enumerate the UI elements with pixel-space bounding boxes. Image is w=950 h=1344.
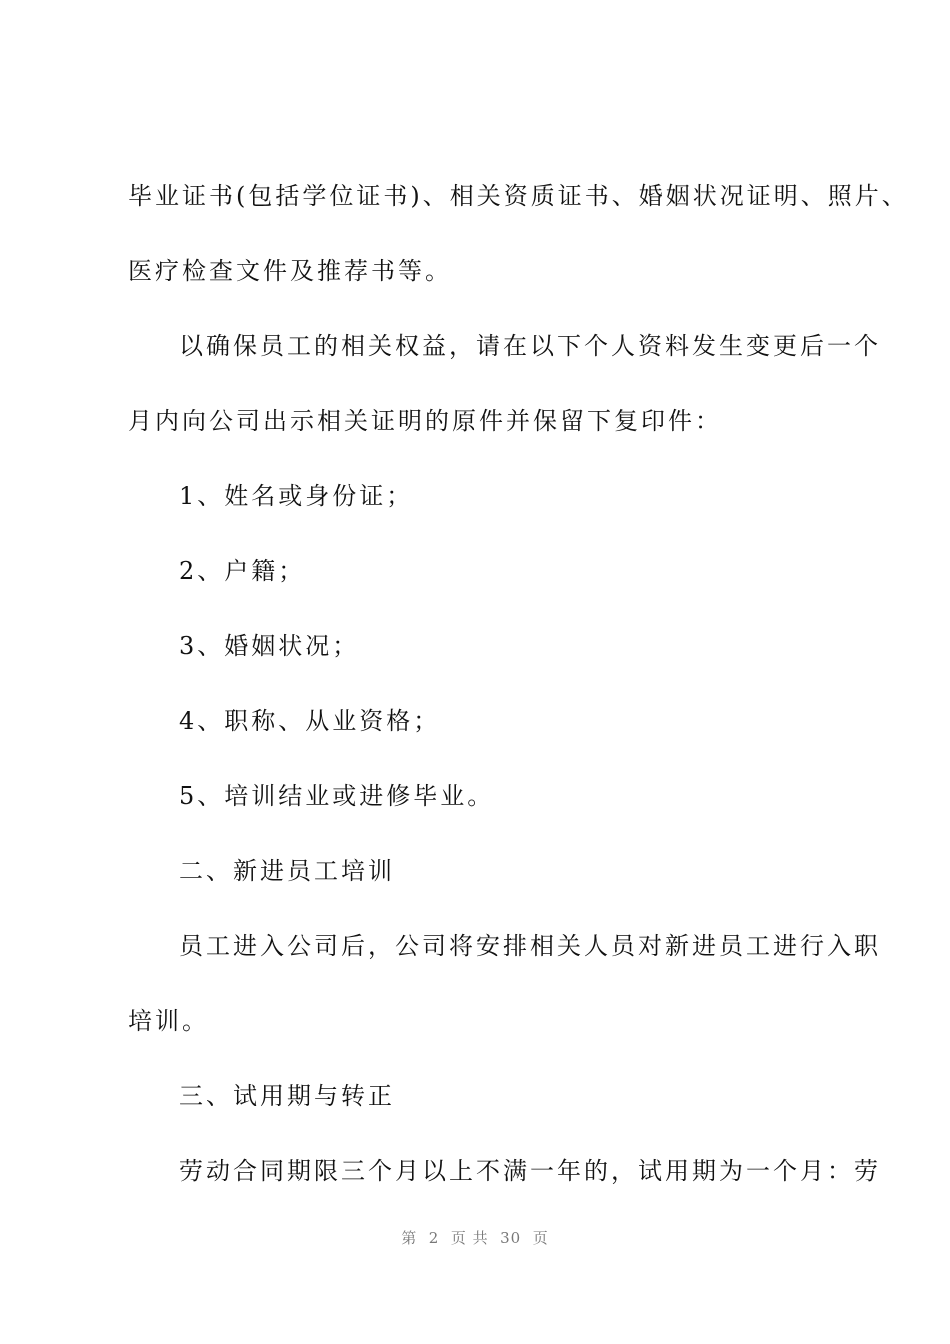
list-item-name-id: 1、姓名或身份证； bbox=[179, 482, 414, 510]
text-line-training-continued: 培训。 bbox=[128, 1007, 209, 1035]
section-heading-new-employee-training: 二、新进员工培训 bbox=[179, 857, 395, 885]
list-item-marital-status: 3、婚姻状况； bbox=[179, 632, 360, 660]
list-item-training-completion: 5、培训结业或进修毕业。 bbox=[179, 782, 495, 810]
text-line-diploma-certificates: 毕业证书(包括学位证书)、相关资质证书、婚姻状况证明、照片、 bbox=[128, 182, 909, 210]
text-line-rights-continued: 月内向公司出示相关证明的原件并保留下复印件： bbox=[128, 407, 722, 435]
page-number-footer: 第 2 页 共 30 页 bbox=[401, 1229, 549, 1247]
text-line-training-intro: 员工进入公司后，公司将安排相关人员对新进员工进行入职 bbox=[179, 932, 881, 960]
text-line-medical-documents: 医疗检查文件及推荐书等。 bbox=[128, 257, 452, 285]
text-line-probation-terms: 劳动合同期限三个月以上不满一年的，试用期为一个月：劳 bbox=[179, 1157, 881, 1185]
section-heading-probation: 三、试用期与转正 bbox=[179, 1082, 395, 1110]
list-item-household-register: 2、户籍； bbox=[179, 557, 306, 585]
list-item-professional-title: 4、职称、从业资格； bbox=[179, 707, 441, 735]
text-line-rights-intro: 以确保员工的相关权益，请在以下个人资料发生变更后一个 bbox=[179, 332, 881, 360]
